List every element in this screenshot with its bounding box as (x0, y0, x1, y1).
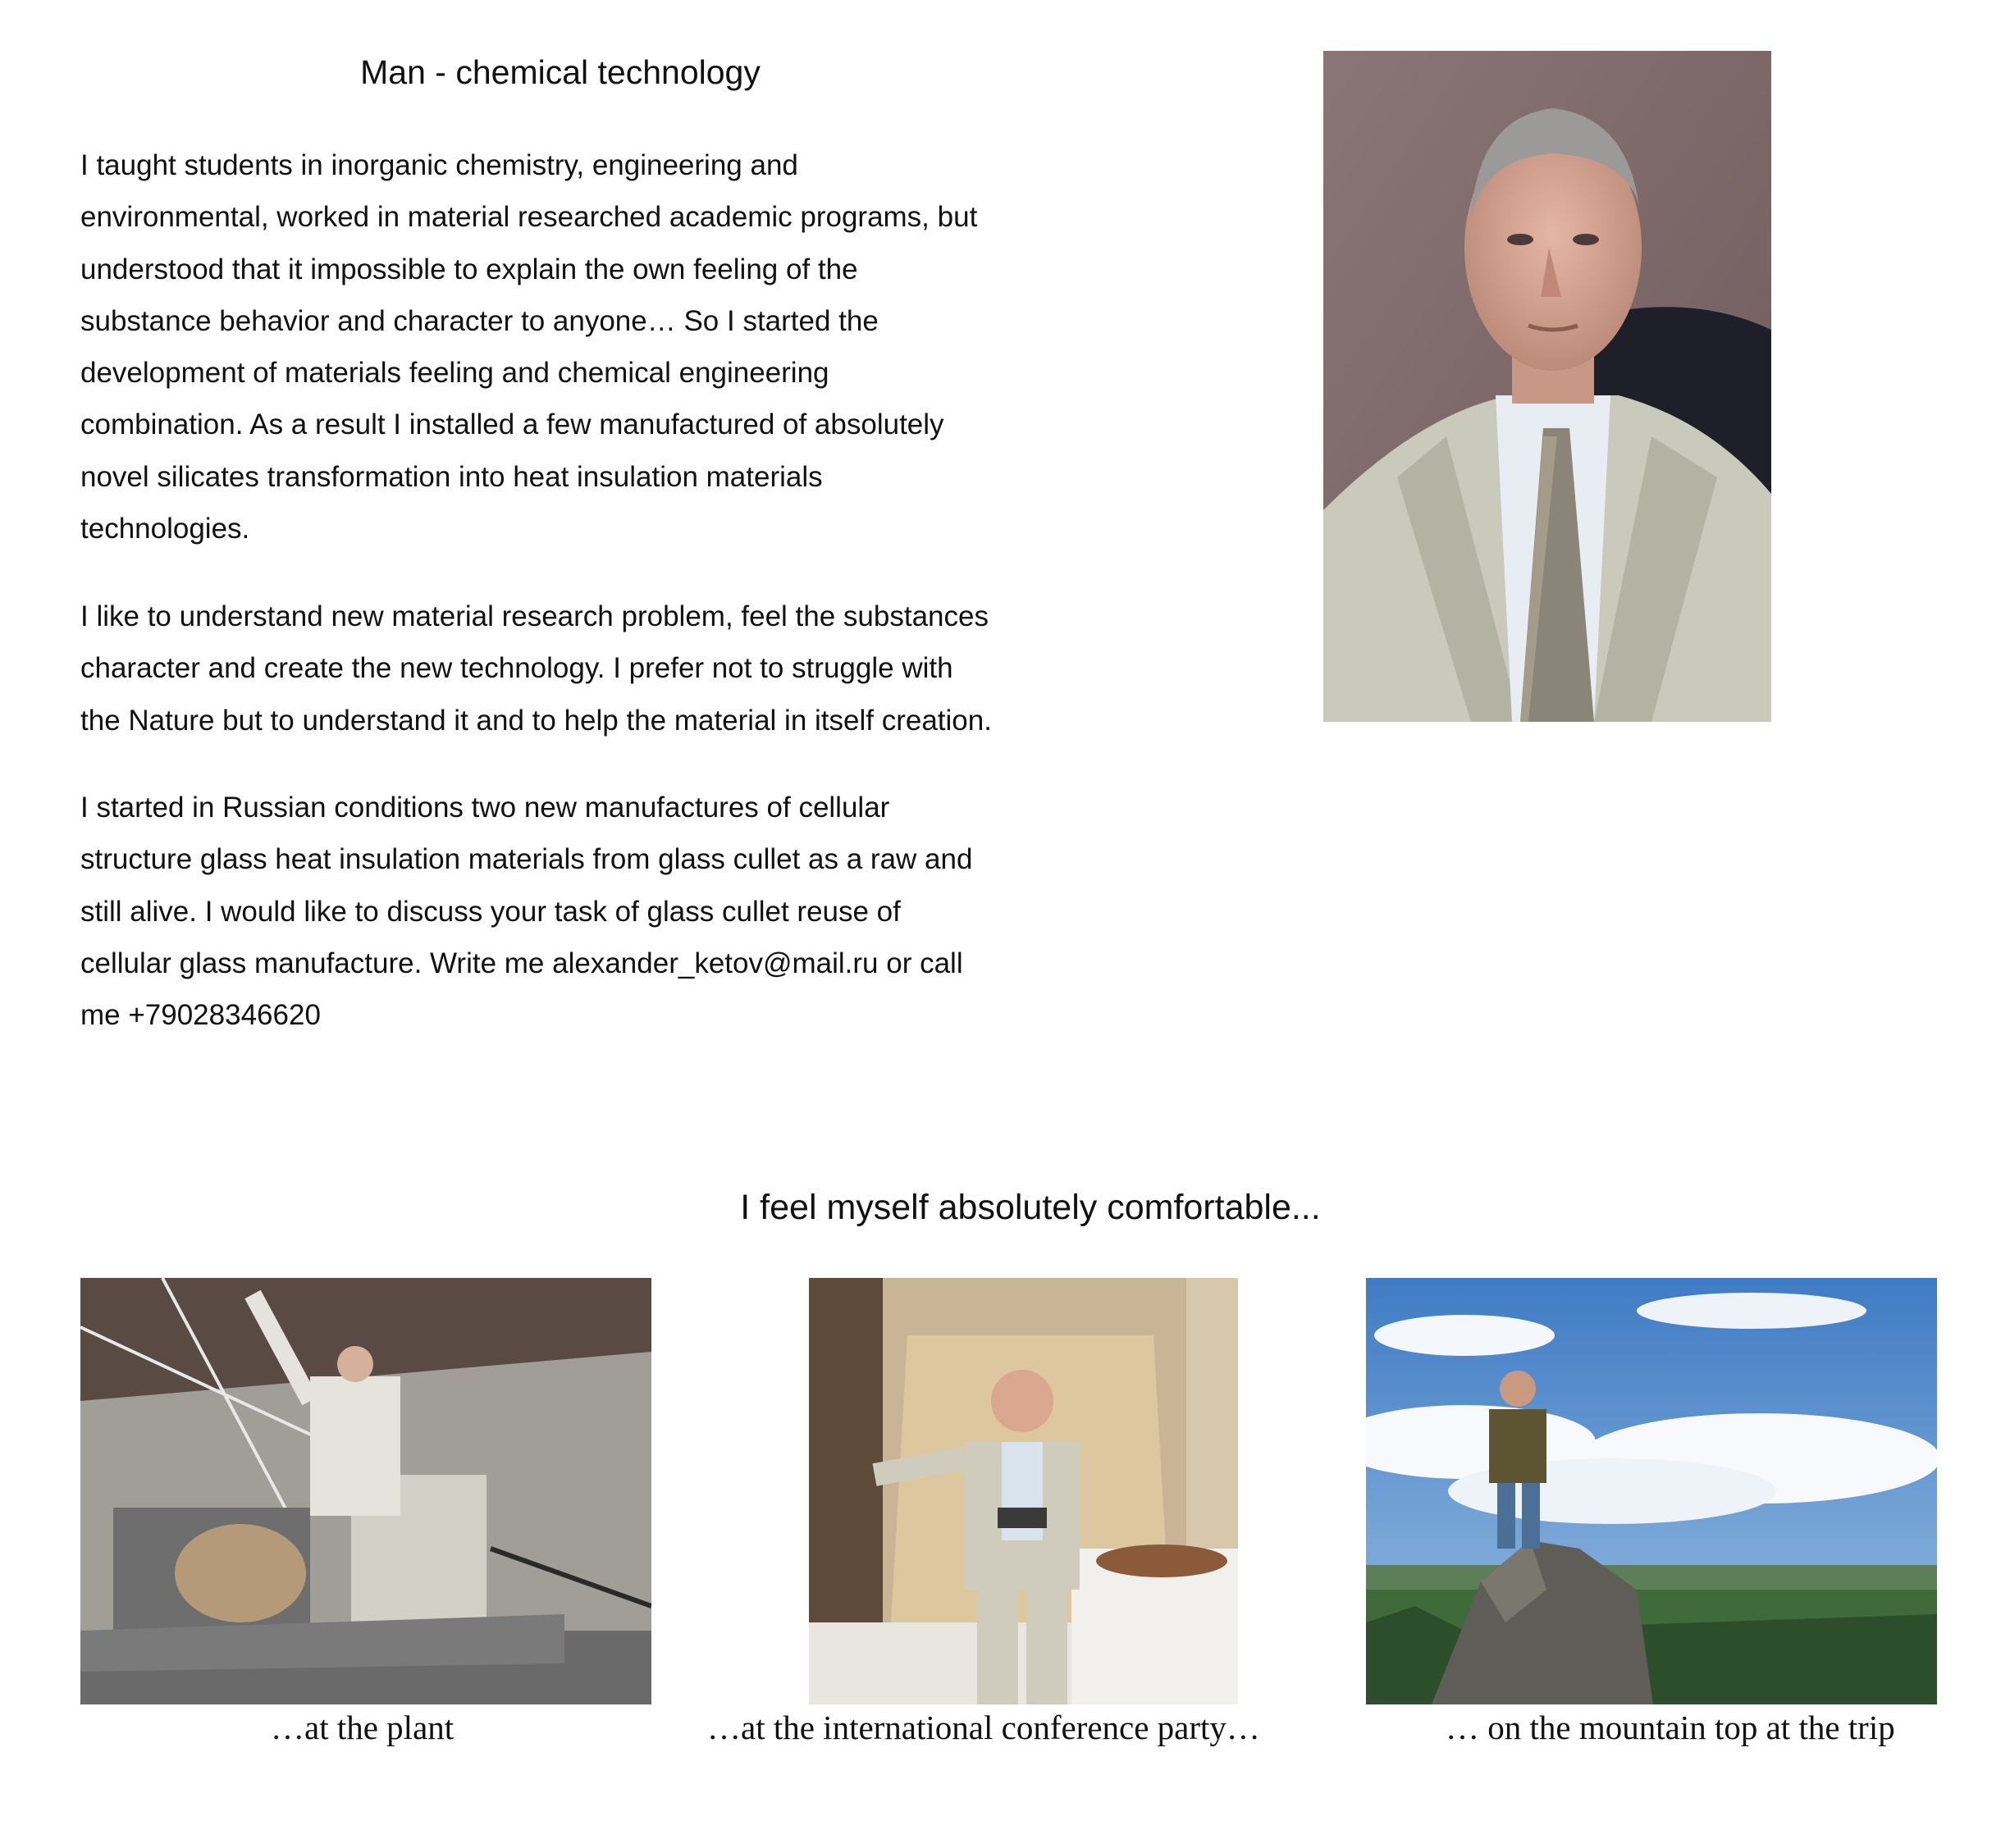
bio-line: I taught students in inorganic chemistry, engineering and (80, 149, 798, 181)
bio-line: character and create the new technology. I prefer not to struggle with (80, 652, 953, 685)
bio-line: environmental, worked in material researched academic programs, but (80, 201, 978, 234)
bio-line: the Nature but to understand it and to help the material in itself creation. (80, 704, 992, 737)
bio-paragraph-contact (80, 782, 1065, 1041)
plant-photo (80, 1278, 651, 1704)
bio-line: technologies. (80, 513, 250, 545)
caption-plant: …at the plant (271, 1709, 455, 1746)
bio-line: combination. As a result I installed a few manufactured of absolutely (80, 408, 944, 441)
bio-line: still alive. I would like to discuss your task of glass cullet reuse of (80, 895, 901, 928)
caption-mountain: … on the mountain top at the trip (1446, 1709, 1895, 1746)
conference-party-photo (809, 1278, 1238, 1704)
page-title: Man - chemical technology (360, 53, 761, 91)
bio-paragraph-philosophy (80, 591, 1065, 746)
bio-line: development of materials feeling and chemical engineering (80, 357, 829, 390)
caption-conference: …at the international conference party… (707, 1709, 1260, 1746)
bio-line: me +79028346620 (80, 999, 321, 1032)
bio-line: I like to understand new material research problem, feel the substances (80, 600, 989, 632)
bio-line: novel silicates transformation into heat insulation materials (80, 460, 823, 493)
bio-line: cellular glass manufacture. Write me alexander_ketov@mail.ru or call (80, 947, 963, 979)
bio-line: structure glass heat insulation materials from glass cullet as a raw and (80, 843, 973, 876)
gallery-title: I feel myself absolutely comfortable... (740, 1188, 1321, 1227)
bio-line: I started in Russian conditions two new manufactures of cellular (80, 792, 890, 824)
mountain-top-photo (1366, 1278, 1937, 1704)
bio-paragraph-teaching (80, 139, 1065, 554)
bio-line: understood that it impossible to explain the own feeling of the (80, 253, 858, 285)
portrait-photo (1323, 51, 1771, 722)
bio-line: substance behavior and character to anyone… So I started the (80, 304, 879, 337)
